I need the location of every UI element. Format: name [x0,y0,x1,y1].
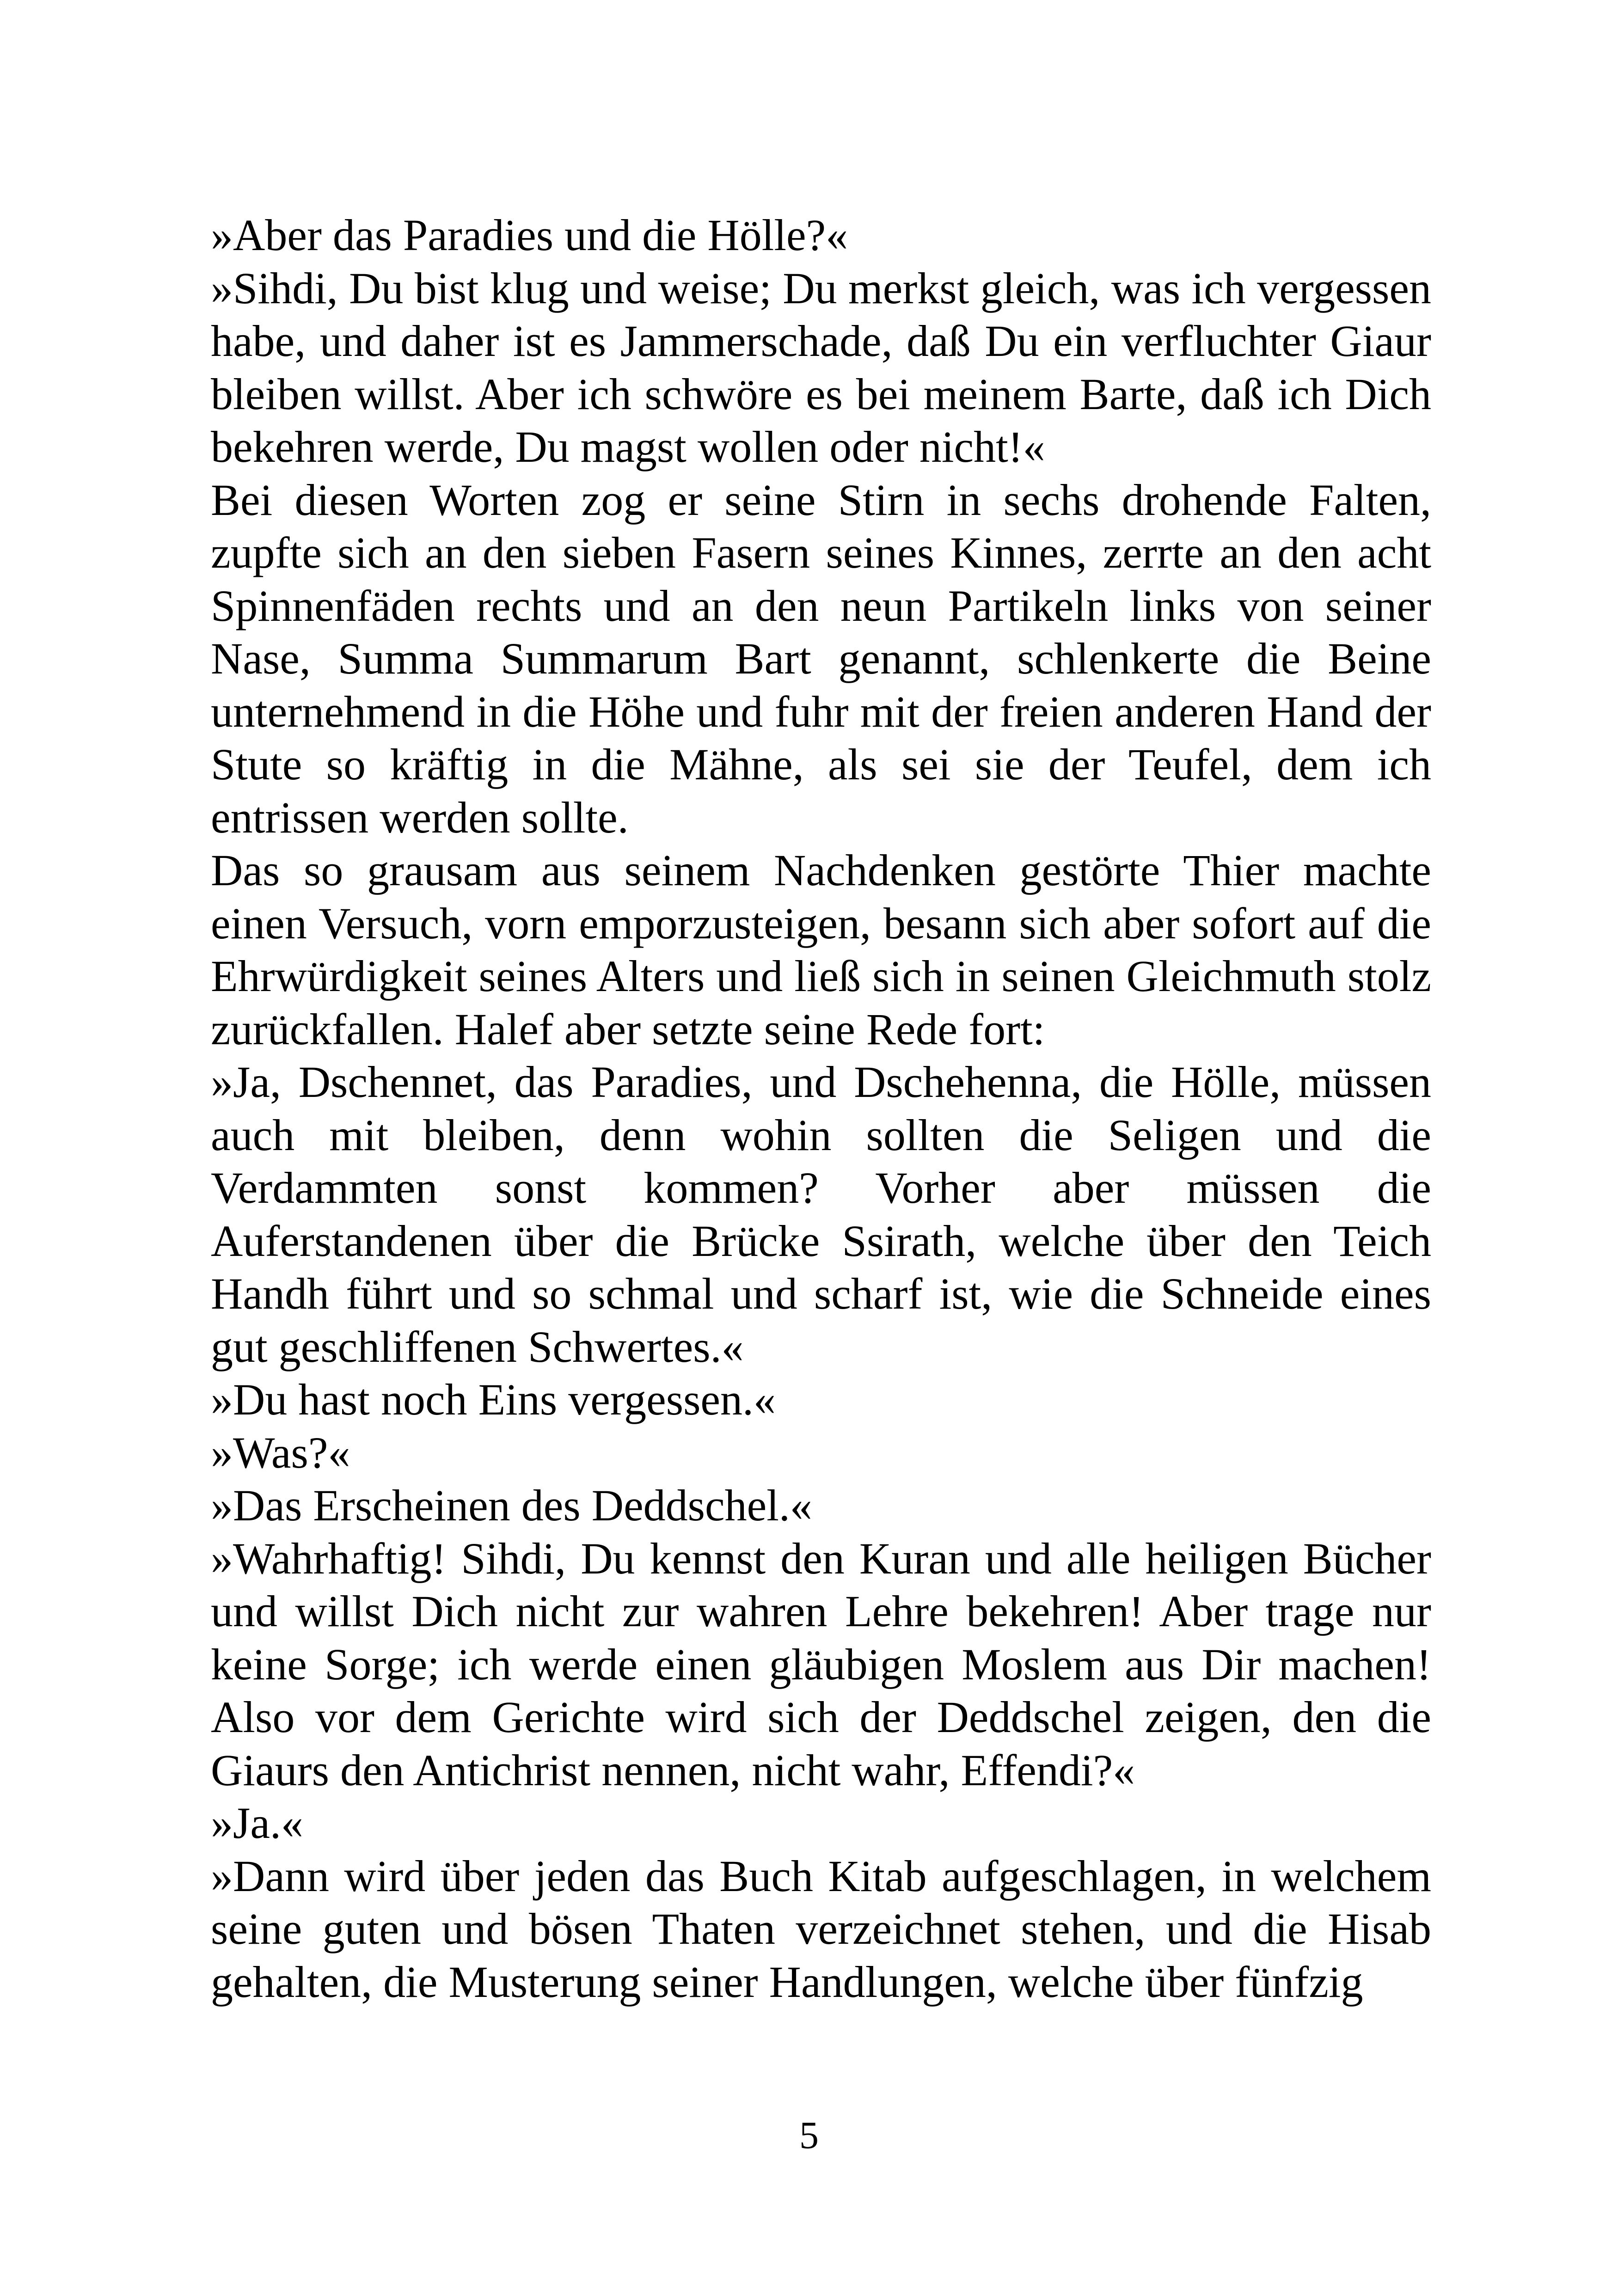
paragraph: »Sihdi, Du bist klug und weise; Du merkst gleich, was ich vergessen habe, und daher ist es Jammerschade, daß Du ein verfluchter Giaur bleiben willst. Aber ich schwöre es bei meinem Barte, daß ich Dich bekehren werde, Du magst wollen oder nicht!« [211,263,1431,471]
paragraph: »Ja, Dschennet, das Paradies, und Dschehenna, die Hölle, müssen auch mit bleiben, denn wohin sollten die Seligen und die Verdammten sonst kommen? Vorher aber müssen die Auferstandenen über die Brücke Ssirath, welche über den Teich Handh führt und so schmal und scharf ist, wie die Schneide eines gut geschliffenen Schwertes.« [211,1057,1431,1371]
paragraph: Bei diesen Worten zog er seine Stirn in sechs drohende Falten, zupfte sich an den sieben Fasern seines Kinnes, zerrte an den acht Spinnenfäden rechts und an den neun Partikeln links von seiner Nase, Summa Summarum Bart genannt, schlenkerte die Beine unternehmend in die Höhe und fuhr mit der freien anderen Hand der Stute so kräftig in die Mähne, als sei sie der Teufel, dem ich entrissen werden sollte. [211,475,1431,842]
paragraph: »Ja.« [211,1798,303,1848]
paragraph: Das so grausam aus seinem Nachdenken gestörte Thier machte einen Versuch, vorn emporzusteigen, besann sich aber sofort auf die Ehrwürdigkeit seines Alters und ließ sich in seinen Gleichmuth stolz zurückfallen. Halef aber setzte seine Rede fort: [211,845,1431,1054]
paragraph: »Dann wird über jeden das Buch Kitab aufgeschlagen, in welchem seine guten und bösen Thaten verzeichnet stehen, und die Hisab gehalten, die Musterung seiner Handlungen, welche über fünfzig [211,1851,1431,2007]
paragraph: »Das Erscheinen des Deddschel.« [211,1481,812,1530]
page-number: 5 [799,2114,819,2157]
paragraph: »Was?« [211,1427,350,1477]
body-text [211,209,1431,2008]
paragraph: »Wahrhaftig! Sihdi, Du kennst den Kuran und alle heiligen Bücher und willst Dich nicht zur wahren Lehre bekehren! Aber trage nur keine Sorge; ich werde einen gläubigen Moslem aus Dir machen! Also vor dem Gerichte wird sich der Deddschel zeigen, den die Giaurs den Antichrist nennen, nicht wahr, Effendi?« [211,1533,1431,1795]
paragraph: »Du hast noch Eins vergessen.« [211,1375,776,1424]
paragraph: »Aber das Paradies und die Hölle?« [211,210,848,260]
